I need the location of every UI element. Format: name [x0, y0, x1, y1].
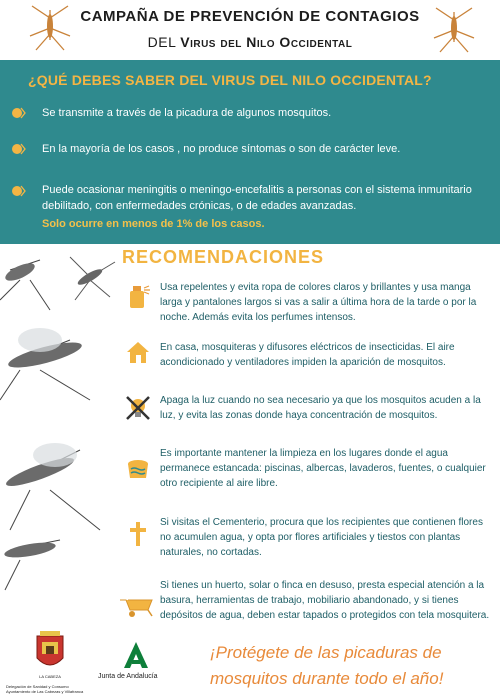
house-icon [124, 338, 152, 366]
subtitle-prefix: DEL [147, 34, 176, 50]
junta-andalucia-logo [118, 638, 154, 672]
mosquito-icon [60, 252, 120, 302]
recommendation-3: Apaga la luz cuando no sea necesario ya que los mosquitos acuden a la luz, y evita las zonas donde haya concentración de mosquitos. [160, 395, 481, 421]
subtitle-bold: Virus del Nilo Occidental [180, 34, 353, 50]
recommendations-title: RECOMENDACIONES [122, 247, 325, 267]
info-question: ¿QUÉ DEBES SABER DEL VIRUS DEL NILO OCCIDENTAL? [28, 72, 432, 88]
bullet-icon [10, 184, 26, 198]
recommendation-4: Es importante mantener la limpieza en los lugares donde el agua permanece estancada: piscinas, albercas, lavaderos, fuentes, o cualquier otro recipiente al aire libre. [160, 448, 486, 489]
organization-label [6, 684, 96, 694]
mosquito-icon [22, 0, 78, 56]
wheelbarrow-icon [118, 590, 154, 618]
info-highlight: Solo ocurre en menos de 1% de los casos. [42, 218, 265, 230]
repellent-icon [124, 282, 152, 310]
crest-label: LA CABEZA [39, 674, 61, 679]
bullet-icon [10, 106, 26, 120]
recommendation-2: En casa, mosquiteras y difusores eléctricos de insecticidas. El aire acondicionado y ventiladores impiden la aparición de mosquitos. [160, 342, 455, 368]
junta-label: Junta de Andalucía [98, 673, 158, 680]
recommendation-1: Usa repelentes y evita ropa de colores claros y brillantes y usa manga larga y pantalones largos si vas a salir a última hora de la tarde o por la noche. Además evita los perfumes intensos. [160, 282, 477, 323]
info-bullet-3: Puede ocasionar meningitis o meningo-encefalitis a personas con el sistema inmunitario debilitado, con enfermedades crónicas, o de edades avanzadas. [42, 184, 472, 212]
bullet-icon [10, 142, 26, 156]
organization-line-1: Delegación de Sanidad y Consumo [6, 684, 69, 689]
recommendation-5: Si visitas el Cementerio, procura que los recipientes que contienen flores no acumulen agua, y opta por flores artificiales y tiestos con plantas naturales, no cortadas. [160, 517, 483, 558]
campaign-subtitle [80, 34, 420, 50]
mosquito-illustration [0, 250, 120, 600]
info-bullet-2: En la mayoría de los casos , no produce síntomas o son de carácter leve. [42, 143, 401, 155]
cross-icon [124, 520, 152, 548]
recommendation-6: Si tienes un huerto, solar o finca en desuso, presta especial atención a la basura, herramientas de trabajo, mobiliario abandonado, y si tienes depósitos de agua, deben estar tapados o protegidos con tela mosquitera. [160, 580, 490, 621]
organization-line-2: Ayuntamiento de Las Cabezas y Villafranca [6, 689, 84, 694]
mosquito-icon [426, 2, 482, 58]
campaign-title: CAMPAÑA DE PREVENCIÓN DE CONTAGIOS [80, 8, 420, 25]
water-container-icon [124, 454, 152, 482]
municipal-crest-logo [34, 630, 66, 674]
info-bullet-1: Se transmite a través de la picadura de algunos mosquitos. [42, 107, 332, 119]
slogan: ¡Protégete de las picaduras de mosquitos durante todo el año! [210, 643, 444, 688]
no-light-icon [124, 394, 152, 422]
